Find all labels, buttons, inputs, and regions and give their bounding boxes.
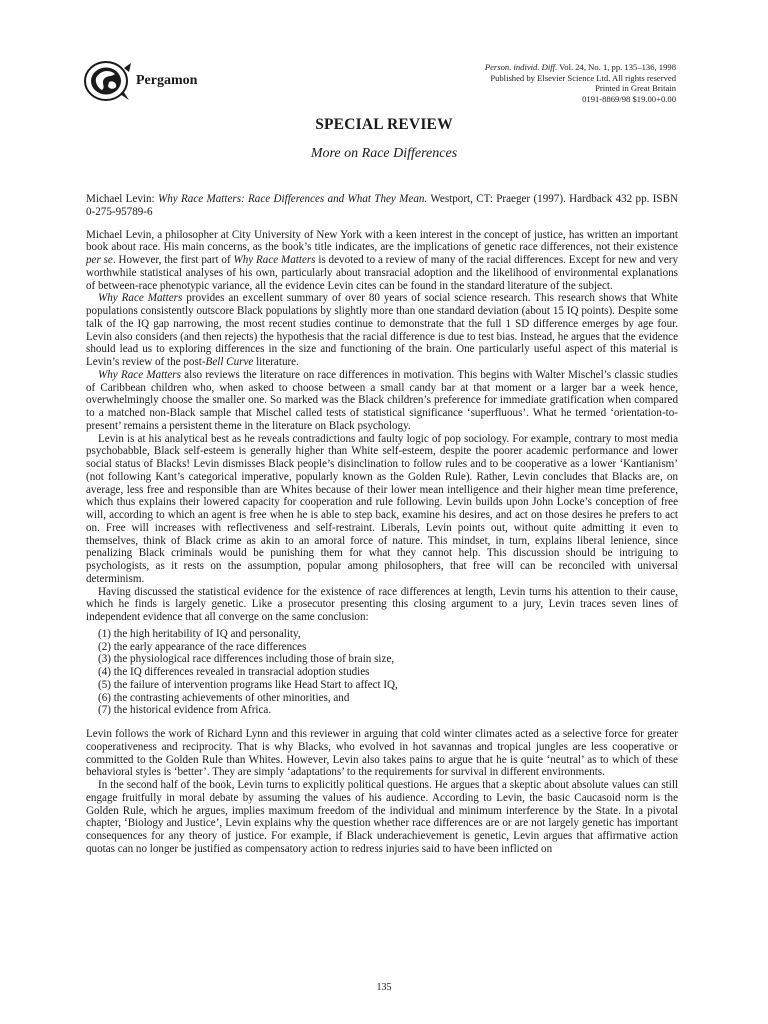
p2-text-a: provides an excellent summary of over 80 years of social science research. This research shows that White populations consistently outscore Black populations by slightly more than one standard deviation (about 15 IQ points). Despite some talk of the IQ gap narrowing, the most recent studies continue to demonstrate that the full 1 SD difference emerges by age four. Levin also considers (and then rejects) the hypothesis that the racial difference is due to test bias. Instead, he argues that the evidence should lead us to exploring differences in the size and functioning of the brain. One particularly useful aspect of this material is Levin’s review of the post- xyxy=(86,292,678,368)
volume-info: Vol. 24, No. 1, pp. 135–136, 1998 xyxy=(559,62,676,72)
p1-emphasis-a: per se xyxy=(86,254,113,266)
paragraph-1 xyxy=(86,229,678,293)
p2-emphasis-a: Why Race Matters xyxy=(98,292,183,305)
p1-text-a: Michael Levin, a philosopher at City University of New York with a keen interest in the concept of justice, has written an important book about race. His main concerns, as the book’s title indicates, are the implications of genetic race differences, not their existence xyxy=(86,228,678,254)
journal-info xyxy=(485,62,676,104)
list-item: (5) the failure of intervention programs like Head Start to affect IQ, xyxy=(98,678,398,691)
publisher-name: Pergamon xyxy=(136,73,198,88)
paragraph-2 xyxy=(86,292,678,369)
p2-text-b: literature. xyxy=(253,356,299,368)
paragraph-6: Levin follows the work of Richard Lynn and this reviewer in arguing that cold winter climates acted as a selective force for greater cooperativeness and reciprocity. That is why Blacks, who evolved in hot savannas and tropical jungles are less cooperative or committed to the Golden Rule than Whites. However, Levin also takes pains to argue that he is quite ‘neutral’ as to which of these behavioral styles is ‘better’. They are simply ‘adaptations’ to the requirements for survival in different environments. xyxy=(86,728,678,779)
publisher-logo xyxy=(82,58,197,104)
pergamon-globe-logo-icon xyxy=(82,58,134,104)
citation-author: Michael Levin: xyxy=(86,193,158,205)
paragraph-5: Having discussed the statistical evidence for the existence of race differences at length, Levin turns his attention to their cause, which he finds is largely genetic. Like a prosecutor presenting this closing argument to a jury, Levin traces seven lines of independent evidence that all converge on the same conclusion: xyxy=(86,585,678,623)
citation-details: Westport, CT: Praeger (1997). Hardback 432 pp. ISBN 0-275-95789-6 xyxy=(86,193,679,218)
book-citation xyxy=(86,193,678,219)
paragraph-7: In the second half of the book, Levin turns to explicitly political questions. He argues that a skeptic about absolute values can still engage fruitfully in moral debate by assuming the values of his audience. According to Levin, the basic Caucasoid norm is the Golden Rule, which he argues, implies maximum freedom of the individual and minimum interference by the State. In a pivotal chapter, ‘Biology and Justice’, Levin explains why the question whether race differences are or are not largely genetic has important consequences for any theory of justice. For example, if Black underachievement is genetic, Levin argues that affirmative action quotas can no longer be justified as compensatory action to redress injuries said to have been inflicted on xyxy=(86,779,678,855)
p3-emphasis-a: Why Race Matters xyxy=(98,368,181,381)
published-by: Published by Elsevier Science Ltd. All rights reserved xyxy=(490,72,676,83)
list-item: (2) the early appearance of the race differences xyxy=(98,640,307,653)
p1-text-c: is devoted to a review of many of the racial differences. Except for new and very worthwhile statistical analyses of his own, particularly about transracial adoption and the likelihood of environmental explanations of between-race phenotypic variance, all the evidence Levin cites can be found in the standard literature of the subject. xyxy=(86,254,678,292)
list-item: (6) the contrasting achievements of other minorities, and xyxy=(98,691,350,704)
citation-book-title: Why Race Matters: Race Differences and What They Mean. xyxy=(157,193,428,205)
p1-emphasis-b: Why Race Matters xyxy=(233,254,316,266)
list-item: (4) the IQ differences revealed in transracial adoption studies xyxy=(98,666,370,678)
list-item: (3) the physiological race differences including those of brain size, xyxy=(98,653,395,666)
paragraph-3 xyxy=(86,369,678,433)
p1-text-b: . However, the first part of xyxy=(112,254,234,266)
list-item: (7) the historical evidence from Africa. xyxy=(98,704,272,717)
article-title: SPECIAL REVIEW xyxy=(315,116,453,133)
page-number: 135 xyxy=(376,982,392,993)
paragraph-4: Levin is at his analytical best as he reveals contradictions and faulty logic of pop sociology. For example, contrary to most media psychobabble, Black self-esteem is generally higher than White self-esteem, despite the poorer academic performance and lower social status of Blacks! Levin dismisses Black people’s disinclination to follow rules and to be cooperative as a lower ‘Kantianism’ (not following Kant’s categorical imperative, popularly known as the Golden Rule). Rather, Levin concludes that Blacks are, on average, less free and responsible than are Whites because of their lower mean intelligence and their higher mean time preference, which thus explains their lowered capacity for cooperation and rule following. Levin builds upon John Locke’s conception of free will, according to which an agent is free when he is able to step back, examine his desires, and act on those desires he prefers to act on. Free will increases with reflectiveness and self-restraint. Liberals, Levin points out, without quite admitting it even to themselves, think of Black crime as akin to an amoral force of nature. This mindset, in turn, explains liberal lenience, since penalizing Black criminals would be punishing them for what they cannot help. This discussion should be intriguing to psychologists, as it rests on the assumption, popular among philosophers, that free will can be reconciled with universal determinism. xyxy=(86,432,678,585)
journal-name: Person. individ. Diff. xyxy=(484,62,558,72)
p3-text-a: also reviews the literature on race differences in motivation. This begins with Walter Mischel’s classic studies of Caribbean children who, when asked to choose between a small candy bar at that moment or a larger bar a week hence, overwhelmingly choose the smaller one. So marked was the Black children’s preference for immediate gratification when compared to a matched non-Black sample that Mischel called tests of statistical significance ‘superfluous’. What he termed ‘orientation-to-present’ remains a persistent theme in the literature on Black psychology. xyxy=(86,368,678,432)
journal-citation-line xyxy=(485,62,676,73)
article-subtitle: More on Race Differences xyxy=(310,146,458,161)
issn-price-code: 0191-8869/98 $19.00+0.00 xyxy=(582,93,676,104)
evidence-list xyxy=(86,628,678,717)
article-body xyxy=(86,193,678,856)
list-item: (1) the high heritability of IQ and personality, xyxy=(98,627,301,640)
printed-in: Printed in Great Britain xyxy=(595,83,676,94)
p2-emphasis-b: Bell Curve xyxy=(205,356,254,368)
